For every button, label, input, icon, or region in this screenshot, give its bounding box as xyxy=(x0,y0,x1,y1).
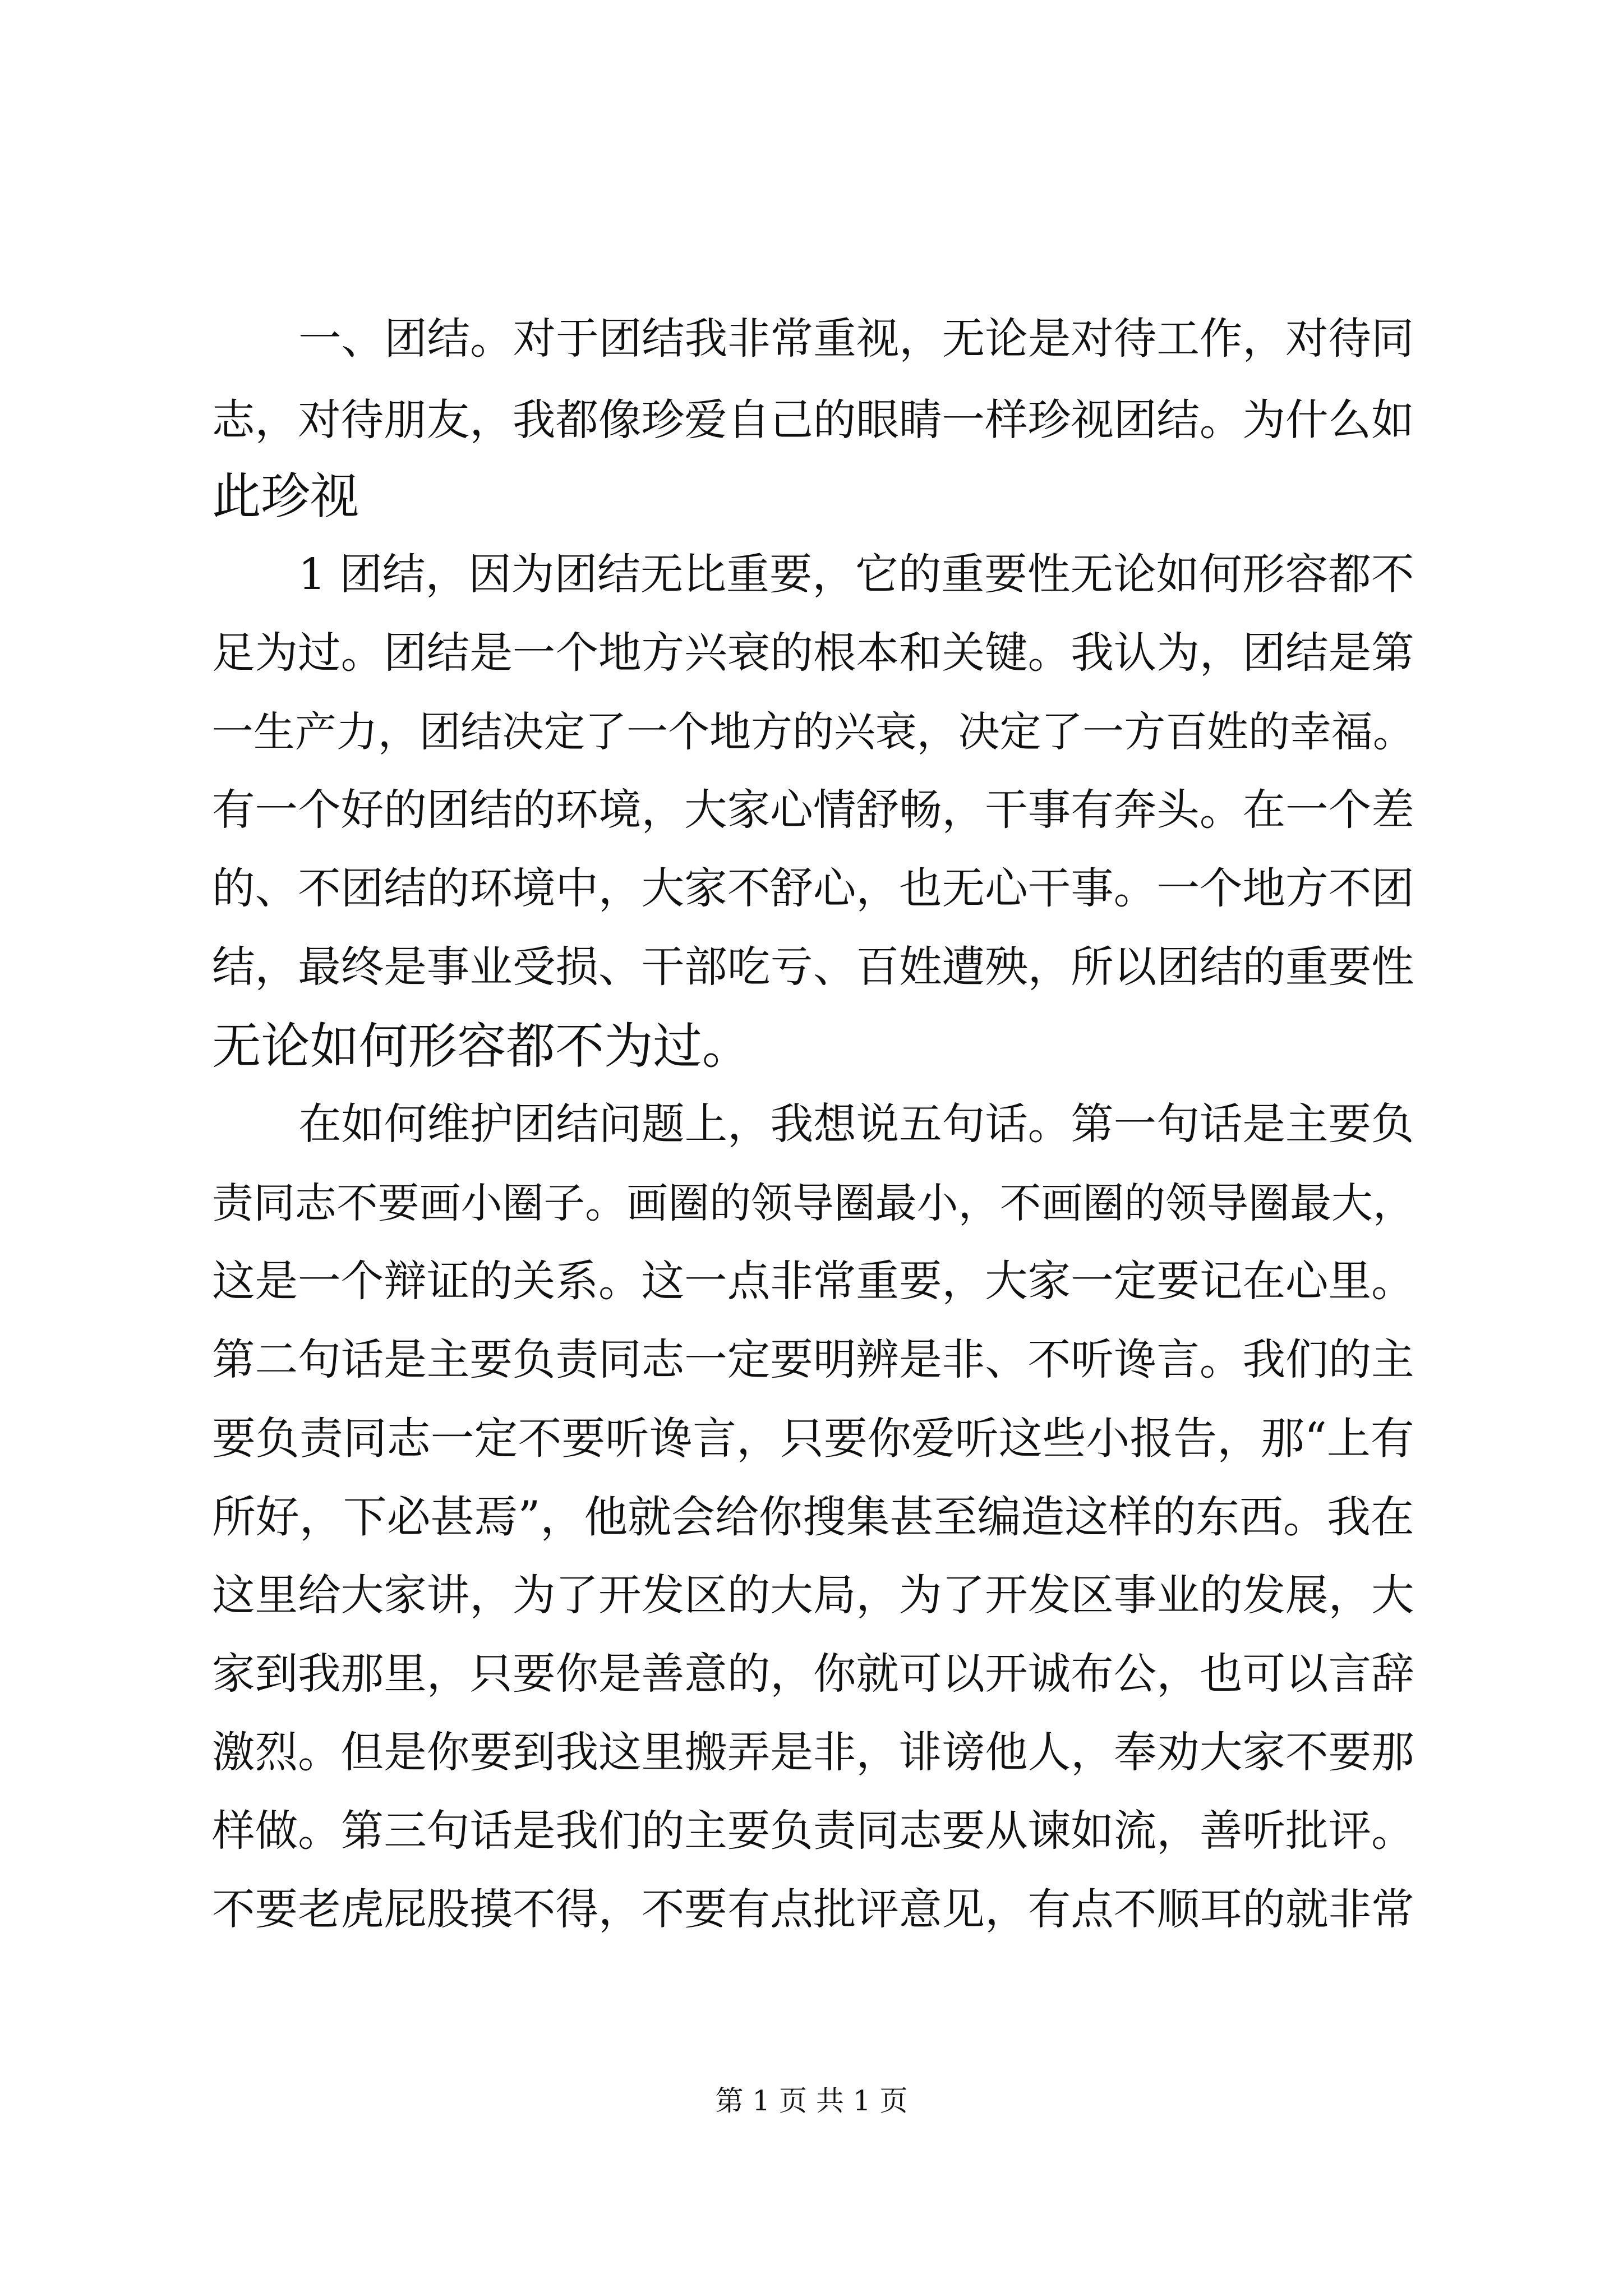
text-line: 足为过。团结是一个地方兴衰的根本和关键。我认为，团结是第 xyxy=(212,628,1414,678)
text-line: 有一个好的团结的环境，大家心情舒畅，干事有奔头。在一个差 xyxy=(212,785,1414,835)
text-line: 所好，下必甚焉”，他就会给你搜集甚至编造这样的东西。我在 xyxy=(212,1492,1414,1543)
text-line: 1 团结，因为团结无比重要，它的重要性无论如何形容都不 xyxy=(298,550,1414,600)
text-line: 的、不团结的环境中，大家不舒心，也无心干事。一个地方不团 xyxy=(212,864,1414,914)
text-line: 责同志不要画小圈子。画圈的领导圈最小，不画圈的领导圈最大， xyxy=(212,1179,1414,1227)
text-line: 此珍视 xyxy=(212,468,359,525)
text-line: 这里给大家讲，为了开发区的大局，为了开发区事业的发展，大 xyxy=(212,1571,1414,1621)
text-line: 第二句话是主要负责同志一定要明辨是非、不听谗言。我们的主 xyxy=(212,1335,1414,1385)
text-line: 激烈。但是你要到我这里搬弄是非，诽谤他人，奉劝大家不要那 xyxy=(212,1728,1414,1778)
text-line: 样做。第三句话是我们的主要负责同志要从谏如流，善听批评。 xyxy=(212,1806,1414,1856)
text-line: 家到我那里，只要你是善意的，你就可以开诚布公，也可以言辞 xyxy=(212,1649,1414,1699)
text-line: 一、团结。对于团结我非常重视，无论是对待工作，对待同 xyxy=(298,314,1414,364)
page-footer: 第 1 页 共 1 页 xyxy=(715,2085,908,2117)
text-line: 无论如何形容都不为过。 xyxy=(212,1018,751,1075)
text-line: 这是一个辩证的关系。这一点非常重要，大家一定要记在心里。 xyxy=(212,1257,1414,1306)
text-line: 志，对待朋友，我都像珍爱自己的眼睛一样珍视团结。为什么如 xyxy=(212,395,1414,445)
text-line: 一生产力，团结决定了一个地方的兴衰，决定了一方百姓的幸福。 xyxy=(212,708,1414,756)
text-line: 结，最终是事业受损、干部吃亏、百姓遭殃，所以团结的重要性 xyxy=(212,942,1414,992)
text-line: 在如何维护团结问题上，我想说五句话。第一句话是主要负 xyxy=(298,1099,1414,1149)
text-line: 要负责同志一定不要听谗言，只要你爱听这些小报告，那“上有 xyxy=(212,1414,1414,1464)
text-line: 不要老虎屁股摸不得，不要有点批评意见，有点不顺耳的就非常 xyxy=(212,1885,1414,1935)
